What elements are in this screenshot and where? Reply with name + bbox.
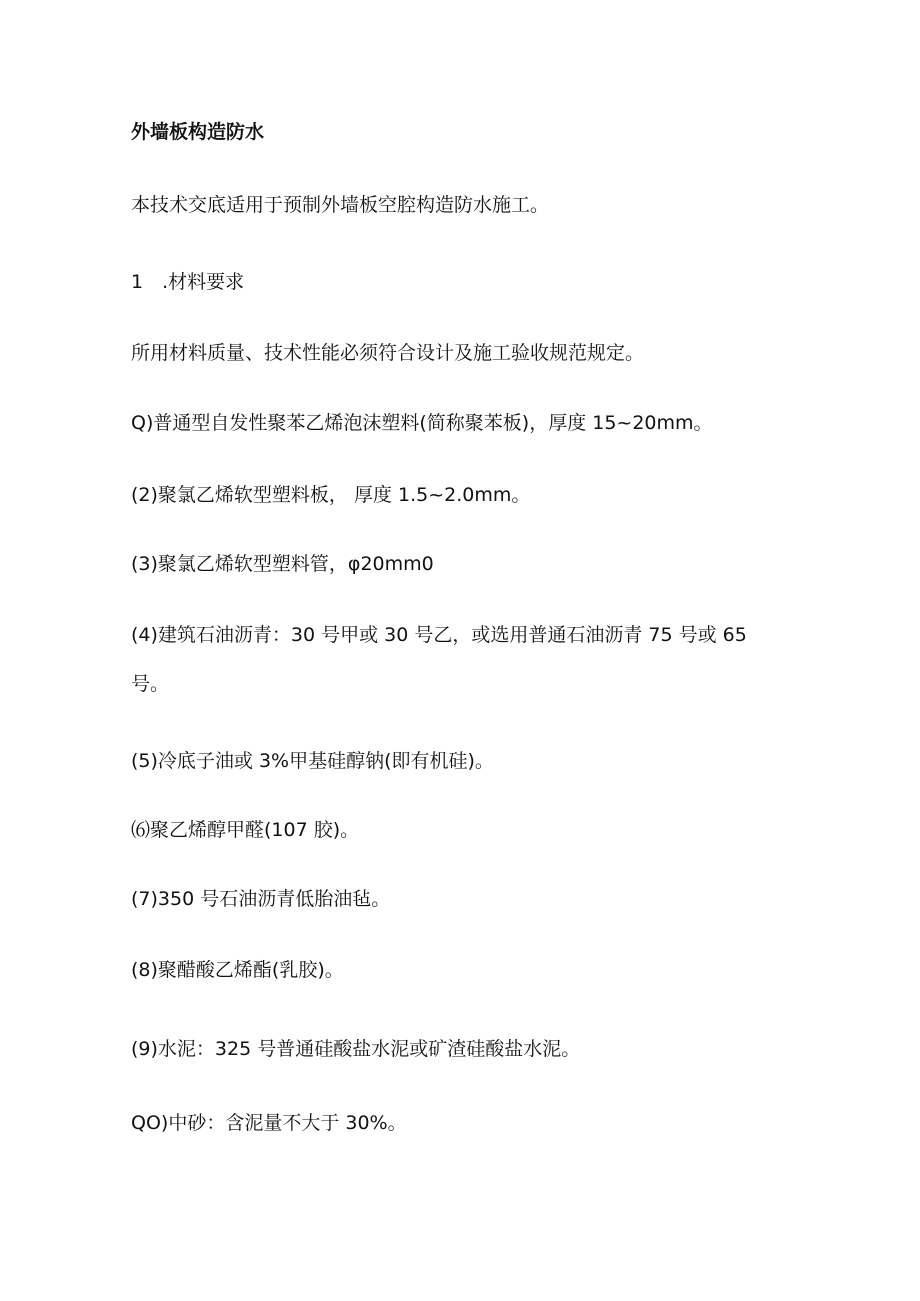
section-heading-materials: 1 .材料要求 [131, 271, 245, 293]
list-item: (5)冷底子油或 3%甲基硅醇钠(即有机硅)。 [131, 750, 494, 772]
list-item: QO)中砂：含泥量不大于 30%。 [131, 1112, 407, 1134]
list-item: ⑹聚乙烯醇甲醛(107 胶)。 [131, 819, 360, 841]
list-item: (8)聚醋酸乙烯酯(乳胶)。 [131, 959, 344, 981]
document-title: 外墙板构造防水 [131, 121, 265, 143]
list-item: (3)聚氯乙烯软型塑料管，φ20mm0 [131, 553, 434, 575]
list-item: (7)350 号石油沥青低胎油毡。 [131, 888, 391, 910]
section-intro-paragraph: 所用材料质量、技术性能必须符合设计及施工验收规范规定。 [131, 342, 645, 364]
list-item: (2)聚氯乙烯软型塑料板， 厚度 1.5~2.0mm。 [131, 484, 531, 506]
list-item: (4)建筑石油沥青：30 号甲或 30 号乙，或选用普通石油沥青 75 号或 65 号。 [131, 624, 747, 695]
list-item: (9)水泥：325 号普通硅酸盐水泥或矿渣硅酸盐水泥。 [131, 1038, 581, 1060]
intro-paragraph: 本技术交底适用于预制外墙板空腔构造防水施工。 [131, 194, 550, 216]
list-item: Q)普通型自发性聚苯乙烯泡沫塑料(简称聚苯板)，厚度 15~20mm。 [131, 412, 713, 434]
